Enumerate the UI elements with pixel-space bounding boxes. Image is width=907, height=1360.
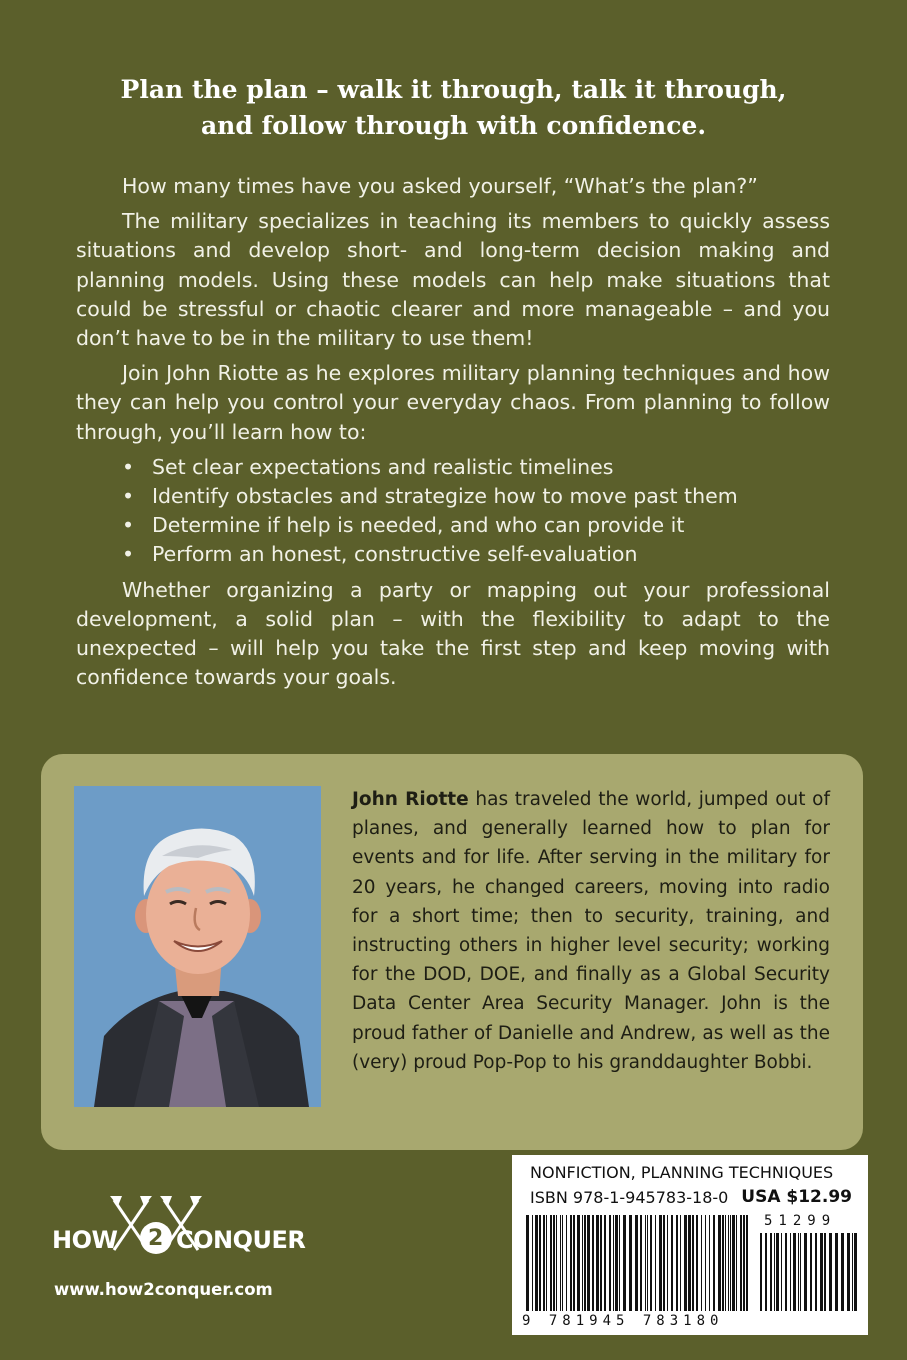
barcode-bar (800, 1233, 801, 1311)
barcode-bar (696, 1215, 698, 1311)
barcode-bar (546, 1215, 547, 1311)
publisher-url[interactable]: www.how2conquer.com (54, 1280, 273, 1299)
logo-word-how: HOW (52, 1226, 118, 1254)
barcode-bar (692, 1215, 694, 1311)
book-price: USA $12.99 (741, 1187, 852, 1207)
barcode-bar (560, 1215, 561, 1311)
book-category: NONFICTION, PLANNING TECHNIQUES (530, 1163, 834, 1182)
barcode-bar (728, 1215, 729, 1311)
barcode-bar (684, 1215, 687, 1311)
headline-line-2: and follow through with confidence. (200, 111, 707, 140)
barcode-bar (841, 1233, 844, 1311)
intro-paragraph-3: Join John Riotte as he explores military planning techniques and how they can help you control your everyday chaos. From planning to follow through, you’ll learn how to: (76, 361, 830, 444)
intro-paragraph-1: How many times have you asked yourself, “What’s the plan?” (122, 174, 758, 198)
barcode-bar (798, 1233, 799, 1311)
barcode-bar (655, 1215, 656, 1311)
book-description (76, 172, 830, 698)
barcode-bar (760, 1233, 762, 1311)
barcode-bar (736, 1215, 737, 1311)
barcode-bar (829, 1233, 832, 1311)
barcode-bar (619, 1215, 620, 1311)
barcode-bar (550, 1215, 552, 1311)
author-bio-body: has traveled the world, jumped out of planes, and generally learned how to plan for events and for life. After serving in the military for 20 years, he changed careers, moving into radio for a short time; then to security, training, and instructing others in higher level security; working for the DOD, DOE, and finally as a Global Security Data Center Area Security Manager. John is the proud father of Danielle and Andrew, as well as the (very) proud Pop-Pop to his granddaughter Bobbi. (352, 789, 830, 1073)
list-item-text: Determine if help is needed, and who can provide it (152, 513, 685, 538)
barcode-bar (740, 1215, 742, 1311)
list-item (122, 540, 830, 569)
barcode-bar (790, 1233, 791, 1311)
barcode-bar (671, 1215, 673, 1311)
author-illustration (74, 786, 321, 1107)
author-bio-box (41, 754, 863, 1150)
list-item (122, 453, 830, 482)
closing-paragraph: Whether organizing a party or mapping out your professional development, a solid plan – with the flexibility to adapt to the unexpected – will help you take the first step and keep moving with confidence towards your goals. (76, 577, 830, 690)
barcode-digits: 9 781945 783180 (522, 1313, 724, 1329)
barcode-bar (526, 1215, 529, 1311)
skills-list (76, 453, 830, 570)
barcode-bar (688, 1215, 691, 1311)
barcode-bar (543, 1215, 545, 1311)
barcode-bar (732, 1215, 735, 1311)
barcode-bar (539, 1215, 541, 1311)
barcode-bar (609, 1215, 611, 1311)
barcode-bar (635, 1215, 638, 1311)
barcode-bar (804, 1233, 807, 1311)
barcode-bar (592, 1215, 594, 1311)
barcode-bar (596, 1215, 599, 1311)
list-item (122, 511, 830, 540)
barcode-bar (847, 1233, 850, 1311)
barcode-bar (781, 1233, 782, 1311)
isbn-barcode-box (512, 1155, 868, 1335)
list-item (122, 482, 830, 511)
barcode-bar (570, 1215, 572, 1311)
barcode-bar (553, 1215, 555, 1311)
barcode-bar (600, 1215, 602, 1311)
barcode-bar (815, 1233, 817, 1311)
bullet-icon: • (122, 484, 135, 509)
publisher-logo (52, 1190, 306, 1270)
barcode-bar (615, 1215, 618, 1311)
logo-number-2: 2 (148, 1226, 163, 1251)
barcode-bar (770, 1233, 772, 1311)
barcode-bar (573, 1215, 575, 1311)
barcode-bar (820, 1233, 823, 1311)
headline-line-1: Plan the plan – walk it through, talk it through, (120, 75, 787, 104)
barcode-bar (824, 1233, 826, 1311)
logo-word-conquer: CONQUER (176, 1226, 306, 1254)
barcode-bar (623, 1215, 626, 1311)
back-cover-headline (60, 72, 847, 144)
intro-paragraph-2: The military specializes in teaching its members to quickly assess situations and develop short- and long-term decision making and planning models. Using these models can help make situations that could be stressful or chaotic clearer and more manageable – and you don’t have to be in the military to use them! (76, 209, 830, 351)
barcode-bar (566, 1215, 567, 1311)
list-item-text: Perform an honest, constructive self-evaluation (152, 542, 638, 567)
barcode-bar (640, 1215, 642, 1311)
barcode-bar (604, 1215, 606, 1311)
list-item-text: Set clear expectations and realistic timelines (152, 454, 614, 479)
author-name: John Riotte (352, 789, 469, 810)
isbn-number: ISBN 978-1-945783-18-0 (530, 1188, 729, 1207)
barcode-bar (765, 1233, 767, 1311)
author-portrait (74, 786, 321, 1107)
barcode-bar (854, 1233, 857, 1311)
barcode-bar (810, 1233, 812, 1311)
barcode-bar (725, 1215, 726, 1311)
barcode-bar (835, 1233, 838, 1311)
barcode-bar (663, 1215, 665, 1311)
barcode-bar (774, 1233, 775, 1311)
barcode-bar (556, 1215, 557, 1311)
barcode-bar (793, 1233, 796, 1311)
barcode-addon-digits: 51299 (764, 1213, 837, 1229)
barcode-bar (785, 1233, 787, 1311)
barcode-bar (713, 1215, 715, 1311)
barcode-bar (584, 1215, 586, 1311)
barcode-bar (776, 1233, 779, 1311)
barcode-bar (743, 1215, 745, 1311)
list-item-text: Identify obstacles and strategize how to move past them (152, 484, 738, 509)
barcode-bar (746, 1215, 748, 1311)
barcode-bar (629, 1215, 632, 1311)
barcode-bar (532, 1215, 533, 1311)
bullet-icon: • (122, 542, 135, 567)
barcode-bar (647, 1215, 648, 1311)
barcode-bar (730, 1215, 731, 1311)
barcode-bar (535, 1215, 538, 1311)
barcode-bar (645, 1215, 646, 1311)
barcode-bar (676, 1215, 678, 1311)
bullet-icon: • (122, 513, 135, 538)
barcode-bar (577, 1215, 580, 1311)
barcode-bar (701, 1215, 702, 1311)
barcode-bar (587, 1215, 590, 1311)
bullet-icon: • (122, 454, 135, 479)
barcode-bar (562, 1215, 563, 1311)
barcode-bar (718, 1215, 721, 1311)
barcode-bars (512, 1155, 868, 1335)
barcode-bar (852, 1233, 853, 1311)
barcode-bar (705, 1215, 706, 1311)
barcode-bar (659, 1215, 662, 1311)
barcode-bar (722, 1215, 724, 1311)
barcode-bar (667, 1215, 668, 1311)
barcode-bar (680, 1215, 681, 1311)
barcode-bar (613, 1215, 614, 1311)
author-bio-text (352, 785, 830, 1077)
barcode-bar (650, 1215, 652, 1311)
barcode-bar (582, 1215, 583, 1311)
barcode-bar (709, 1215, 710, 1311)
